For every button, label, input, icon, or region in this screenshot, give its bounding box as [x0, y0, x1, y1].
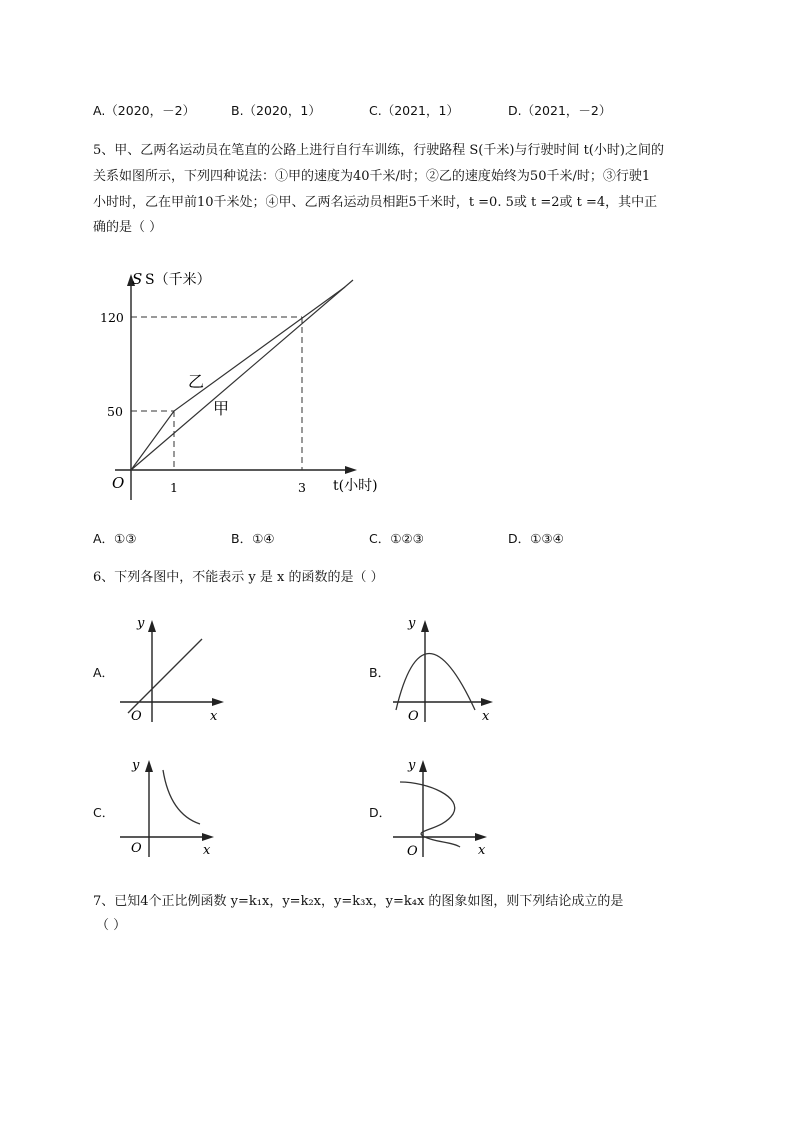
q5-label-yi: 乙	[188, 372, 205, 391]
svg-text:x: x	[203, 843, 211, 858]
svg-text:O: O	[408, 709, 419, 724]
svg-text:y: y	[132, 758, 140, 773]
q5-x-axis-label: t(小时)	[333, 478, 378, 494]
q6-figure-a	[115, 612, 230, 727]
q5-option-c: C．①②③	[369, 531, 424, 546]
q5-distance-time-graph	[95, 260, 405, 505]
q4-option-d: D.（2021，－2）	[508, 103, 612, 118]
q5-y-axis-label: S	[132, 270, 143, 288]
q6-stem: 6、下列各图中，不能表示 y 是 x 的函数的是（ ）	[93, 570, 384, 585]
q4-option-a: A.（2020，－2）	[93, 103, 196, 118]
svg-text:y: y	[408, 616, 416, 631]
svg-text:O: O	[131, 709, 142, 724]
svg-text:x: x	[478, 843, 486, 858]
q5-y-tick-120: 120	[100, 310, 124, 325]
q6-figure-d	[388, 752, 503, 862]
svg-text:y: y	[137, 616, 145, 631]
q6-figure-b	[388, 612, 503, 727]
q5-origin-label: O	[112, 474, 125, 492]
q5-label-jia: 甲	[213, 399, 230, 418]
q5-option-d: D．①③④	[508, 531, 564, 546]
q7-stem-line-1: 7、已知4个正比例函数 y=k₁x，y=k₂x，y=k₃x，y=k₄x 的图象如图，则下列结论成立的是	[93, 894, 624, 909]
q6-label-c: C．	[93, 805, 115, 820]
q5-x-tick-3: 3	[298, 480, 306, 495]
q5-option-b: B．①④	[231, 531, 275, 546]
q7-stem-line-2: （ ）	[96, 918, 127, 933]
q5-stem-line-2: 关系如图所示，下列四种说法：①甲的速度为40千米/时；②乙的速度始终为50千米/时；③行驶1	[93, 169, 651, 184]
q5-line-jia	[131, 280, 353, 470]
q5-stem-line-3: 小时时，乙在甲前10千米处；④甲、乙两名运动员相距5千米时，t =0. 5或 t =2或 t =4，其中正	[93, 195, 658, 210]
q6-label-b: B．	[369, 665, 391, 680]
q6-label-d: D．	[369, 805, 392, 820]
q5-stem-line-4: 确的是（ ）	[93, 220, 163, 235]
q6-c-curve	[163, 770, 200, 824]
q6-label-a: A．	[93, 665, 115, 680]
q4-option-c: C.（2021，1）	[369, 103, 459, 118]
q5-option-a: A．①③	[93, 531, 137, 546]
svg-text:O: O	[407, 844, 418, 859]
q5-stem-line-1: 5、甲、乙两名运动员在笔直的公路上进行自行车训练，行驶路程 S(千米)与行驶时间 t(小时)之间的	[93, 143, 664, 158]
svg-text:x: x	[210, 709, 218, 724]
q5-x-tick-1: 1	[170, 480, 178, 495]
q6-figure-c	[115, 752, 230, 862]
svg-text:x: x	[482, 709, 490, 724]
q5-y-tick-50: 50	[107, 404, 123, 419]
q4-option-b: B.（2020，1）	[231, 103, 321, 118]
q5-x-axis-arrow	[345, 466, 357, 474]
svg-text:O: O	[131, 841, 142, 856]
q5-y-axis-label-text: S（千米）	[145, 272, 211, 288]
svg-text:y: y	[408, 758, 416, 773]
